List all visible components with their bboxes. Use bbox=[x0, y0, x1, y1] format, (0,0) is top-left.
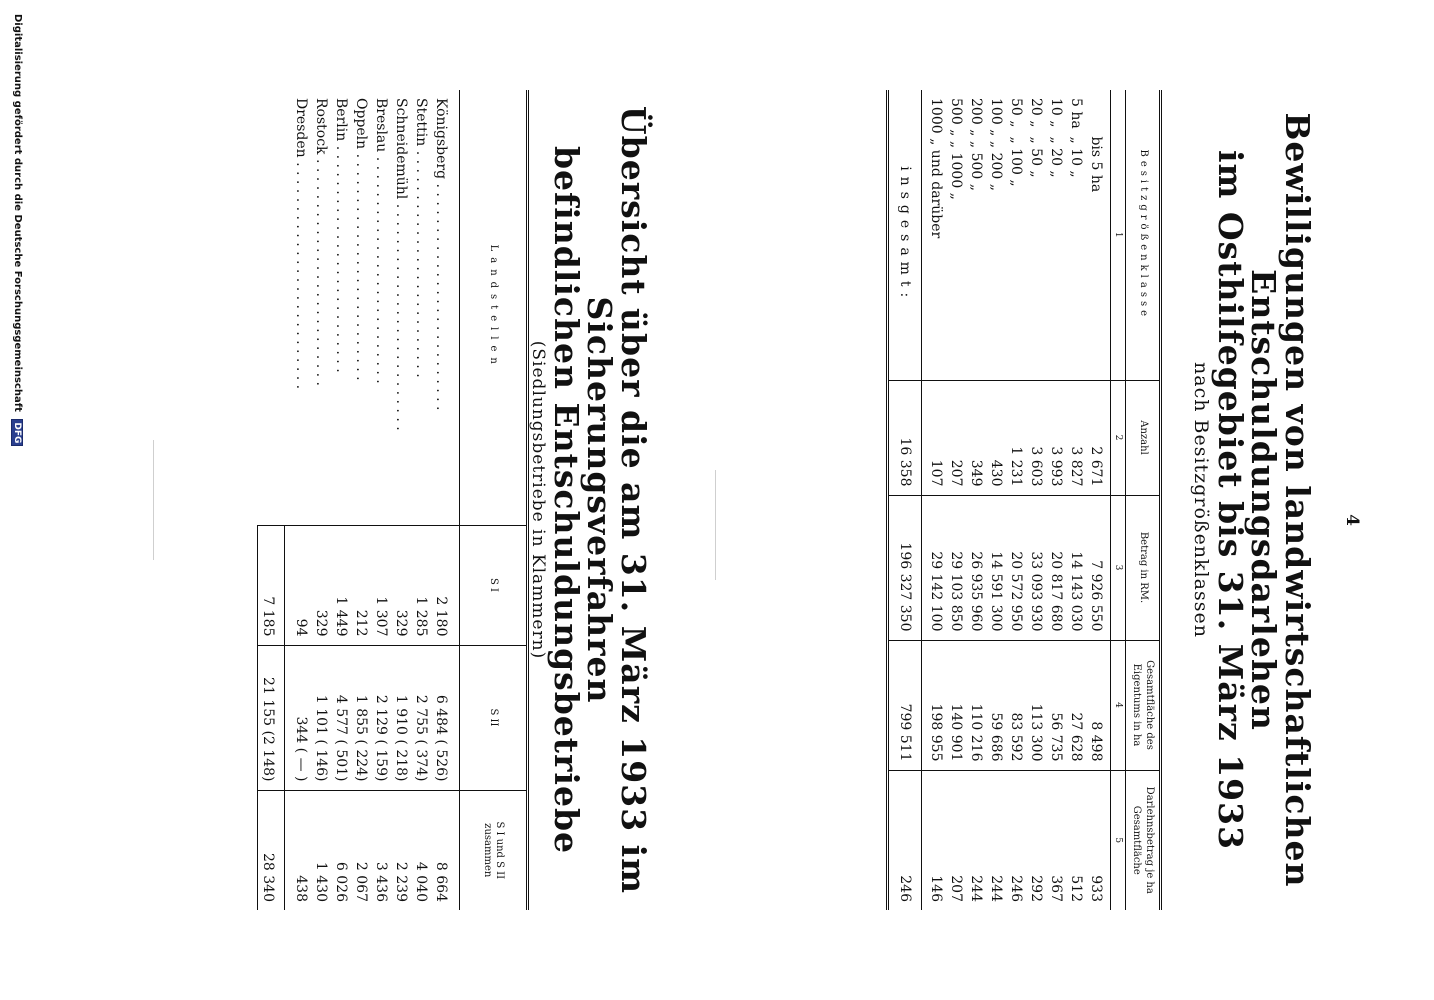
table1-row bbox=[922, 90, 947, 910]
s2-cell: 1 910 ( 218) bbox=[391, 645, 411, 790]
count-cell: 430 bbox=[986, 380, 1006, 495]
table2-title-line2: befindlichen Entschuldungsbetriebe bbox=[546, 145, 586, 855]
count-cell: 3 993 bbox=[1046, 380, 1066, 495]
size-class-cell bbox=[1006, 90, 1026, 380]
land-office-name: Breslau bbox=[373, 98, 389, 153]
size-from: 200 „ bbox=[968, 98, 984, 137]
land-office-cell bbox=[371, 90, 391, 525]
leader-dots: . . . . . . . . . . . . . . . . . . . . . . . . . . bbox=[413, 146, 429, 378]
sum-cell: 3 436 bbox=[371, 790, 391, 910]
column-number-row bbox=[1111, 90, 1126, 910]
area-cell: 59 686 bbox=[986, 640, 1006, 770]
table2-row bbox=[411, 90, 431, 910]
sum-cell: 438 bbox=[285, 790, 312, 910]
size-from: 20 „ bbox=[1028, 98, 1044, 128]
size-class-cell bbox=[922, 90, 947, 380]
leader-dots: . . . . . . . . . . . . . . . . . . . . . . . . . . bbox=[333, 141, 349, 373]
size-class-cell bbox=[1046, 90, 1066, 380]
count-cell: 3 603 bbox=[1026, 380, 1046, 495]
sum-cell: 4 040 bbox=[411, 790, 431, 910]
column-number: 5 bbox=[1111, 770, 1126, 910]
per-ha-cell: 246 bbox=[1006, 770, 1026, 910]
land-office-name: Oppeln bbox=[353, 98, 369, 150]
per-ha-cell: 244 bbox=[986, 770, 1006, 910]
size-from: 5 ha bbox=[1068, 98, 1084, 129]
table2-row bbox=[311, 90, 331, 910]
table1-row bbox=[1046, 90, 1066, 910]
table1-row bbox=[1086, 90, 1111, 910]
s1-cell: 212 bbox=[351, 525, 371, 645]
total-s1: 7 185 bbox=[258, 525, 285, 645]
count-cell: 107 bbox=[922, 380, 947, 495]
table1-body bbox=[922, 90, 1111, 910]
size-class-cell bbox=[986, 90, 1006, 380]
table2-title-line1: Übersicht über die am 31. März 1933 im Sicherungsverfahren bbox=[580, 105, 653, 895]
size-to: „ 50 „ bbox=[1028, 136, 1044, 178]
s1-cell: 329 bbox=[311, 525, 331, 645]
amount-cell: 29 103 850 bbox=[946, 495, 966, 640]
table2-row bbox=[351, 90, 371, 910]
table1-row bbox=[946, 90, 966, 910]
land-office-cell bbox=[411, 90, 431, 525]
amount-cell: 14 143 030 bbox=[1066, 495, 1086, 640]
leader-dots: . . . . . . . . . . . . . . . . . . . . . . . . . . bbox=[292, 157, 309, 390]
s1-cell: 329 bbox=[391, 525, 411, 645]
leader-dots: . . . . . . . . . . . . . . . . . . . . . . . . . . bbox=[393, 199, 409, 431]
per-ha-cell: 292 bbox=[1026, 770, 1046, 910]
header-s1-s2-total: S I und S II zusammen bbox=[460, 790, 528, 910]
size-from: 100 „ bbox=[988, 98, 1004, 137]
s1-cell: 1 307 bbox=[371, 525, 391, 645]
header-size-class: Besitzgrößenklasse bbox=[1126, 90, 1161, 380]
s1-cell: 94 bbox=[285, 525, 312, 645]
per-ha-cell: 367 bbox=[1046, 770, 1066, 910]
table2-total-row bbox=[258, 90, 285, 910]
total-blank-cell bbox=[258, 90, 285, 525]
header-amount: Betrag in RM. bbox=[1126, 495, 1161, 640]
s2-cell: 1 101 ( 146) bbox=[311, 645, 331, 790]
total-s2: 21 155 (2 148) bbox=[258, 645, 285, 790]
header-s1: S I bbox=[460, 525, 528, 645]
land-office-cell bbox=[311, 90, 331, 525]
table1-title bbox=[1190, 90, 1317, 910]
area-cell: 8 498 bbox=[1086, 640, 1111, 770]
land-office-name: Berlin bbox=[333, 98, 349, 142]
per-ha-cell: 512 bbox=[1066, 770, 1086, 910]
funding-footer bbox=[11, 14, 23, 446]
land-office-cell bbox=[351, 90, 371, 525]
header-s2: S II bbox=[460, 645, 528, 790]
table1-row bbox=[1026, 90, 1046, 910]
size-from: 500 „ bbox=[948, 98, 964, 137]
area-cell: 198 955 bbox=[922, 640, 947, 770]
table1-row bbox=[986, 90, 1006, 910]
leader-dots: . . . . . . . . . . . . . . . . . . . . . . . . . . bbox=[313, 154, 329, 386]
table1-title-line2: im Osthilfegebiet bis 31. März 1933 bbox=[1210, 149, 1250, 851]
land-office-cell bbox=[391, 90, 411, 525]
sum-cell: 8 664 bbox=[431, 790, 460, 910]
size-to: „ 1000 „ bbox=[948, 140, 964, 200]
land-office-cell bbox=[331, 90, 351, 525]
area-cell: 27 628 bbox=[1066, 640, 1086, 770]
total-label: insgesamt: bbox=[888, 90, 922, 380]
s2-cell: 2 129 ( 159) bbox=[371, 645, 391, 790]
area-cell: 110 216 bbox=[966, 640, 986, 770]
amount-cell: 14 591 300 bbox=[986, 495, 1006, 640]
per-ha-cell: 146 bbox=[922, 770, 947, 910]
dfg-logo: DFG bbox=[11, 419, 23, 446]
table2-row bbox=[371, 90, 391, 910]
amount-cell: 29 142 100 bbox=[922, 495, 947, 640]
size-class-cell bbox=[966, 90, 986, 380]
size-to: und darüber bbox=[928, 149, 944, 239]
table2-title bbox=[528, 90, 653, 910]
table1-title-line1: Bewilligungen von landwirtschaftlichen Entschuldungsdarlehen bbox=[1244, 112, 1317, 888]
size-to: bis 5 ha bbox=[1088, 136, 1104, 193]
land-office-cell bbox=[285, 90, 312, 525]
sum-cell: 1 430 bbox=[311, 790, 331, 910]
s2-cell: 6 484 ( 526) bbox=[431, 645, 460, 790]
land-office-name: Stettin bbox=[413, 98, 429, 147]
per-ha-cell: 244 bbox=[966, 770, 986, 910]
count-cell: 2 671 bbox=[1086, 380, 1111, 495]
total-count: 16 358 bbox=[888, 380, 922, 495]
total-sum: 28 340 bbox=[258, 790, 285, 910]
size-class-cell bbox=[1086, 90, 1111, 380]
table1-row bbox=[1006, 90, 1026, 910]
size-from: 1000 „ bbox=[928, 98, 944, 146]
scan-smudge bbox=[715, 470, 716, 580]
sum-cell: 2 239 bbox=[391, 790, 411, 910]
size-class-cell bbox=[946, 90, 966, 380]
size-from: 50 „ bbox=[1008, 98, 1024, 128]
count-cell: 207 bbox=[946, 380, 966, 495]
s2-cell: 1 855 ( 224) bbox=[351, 645, 371, 790]
amount-cell: 7 926 550 bbox=[1086, 495, 1111, 640]
size-to: „ 20 „ bbox=[1048, 136, 1064, 178]
area-cell: 140 901 bbox=[946, 640, 966, 770]
land-office-name: Dresden bbox=[292, 98, 309, 158]
table1-subtitle: nach Besitzgrößenklassen bbox=[1190, 362, 1213, 638]
header-land-office: Landstellen bbox=[460, 90, 528, 525]
column-number: 2 bbox=[1111, 380, 1126, 495]
sum-cell: 2 067 bbox=[351, 790, 371, 910]
s2-cell: 4 577 ( 501) bbox=[331, 645, 351, 790]
total-amount: 196 327 350 bbox=[888, 495, 922, 640]
table2-row bbox=[391, 90, 411, 910]
footer-text: Digitalisierung gefördert durch die Deutsche Forschungsgemeinschaft bbox=[12, 14, 23, 412]
s1-cell: 1 449 bbox=[331, 525, 351, 645]
leader-dots: . . . . . . . . . . . . . . . . . . . . . . . . . . bbox=[373, 152, 389, 384]
header-total-area: Gesamtfläche des Eigentums in ha bbox=[1126, 640, 1161, 770]
total-per-ha: 246 bbox=[888, 770, 922, 910]
page-number: 4 bbox=[1342, 514, 1362, 526]
table2-subtitle: (Siedlungsbetriebe in Klammern) bbox=[528, 340, 549, 660]
table1-row bbox=[1066, 90, 1086, 910]
amount-cell: 33 093 930 bbox=[1026, 495, 1046, 640]
amount-cell: 20 817 680 bbox=[1046, 495, 1066, 640]
area-cell: 113 300 bbox=[1026, 640, 1046, 770]
size-to: „ 100 „ bbox=[1008, 136, 1024, 187]
count-cell: 1 231 bbox=[1006, 380, 1026, 495]
per-ha-cell: 207 bbox=[946, 770, 966, 910]
land-office-cell bbox=[431, 90, 460, 525]
size-class-cell bbox=[1066, 90, 1086, 380]
size-to: „ 10 „ bbox=[1068, 136, 1084, 178]
loans-by-size-table bbox=[886, 90, 1162, 910]
table1-row bbox=[966, 90, 986, 910]
column-number: 4 bbox=[1111, 640, 1126, 770]
land-office-name: Schneidemühl bbox=[393, 98, 409, 200]
table2-body bbox=[285, 90, 460, 910]
count-cell: 349 bbox=[966, 380, 986, 495]
area-cell: 83 592 bbox=[1006, 640, 1026, 770]
table2-row bbox=[331, 90, 351, 910]
table1-total-row bbox=[888, 90, 922, 910]
amount-cell: 20 572 950 bbox=[1006, 495, 1026, 640]
s1-cell: 2 180 bbox=[431, 525, 460, 645]
total-area: 799 511 bbox=[888, 640, 922, 770]
area-cell: 56 735 bbox=[1046, 640, 1066, 770]
header-loan-per-ha: Darlehnsbetrag je ha Gesamtfläche bbox=[1126, 770, 1161, 910]
s2-cell: 2 755 ( 374) bbox=[411, 645, 431, 790]
protected-procedure-table bbox=[257, 90, 529, 910]
s1-cell: 1 285 bbox=[411, 525, 431, 645]
header-count: Anzahl bbox=[1126, 380, 1161, 495]
scan-smudge bbox=[153, 440, 154, 560]
land-office-name: Rostock bbox=[313, 98, 329, 155]
table2-row bbox=[285, 90, 312, 910]
leader-dots: . . . . . . . . . . . . . . . . . . . . . . . . . . bbox=[433, 179, 449, 411]
count-cell: 3 827 bbox=[1066, 380, 1086, 495]
table2-row bbox=[431, 90, 460, 910]
land-office-name: Königsberg bbox=[433, 98, 449, 180]
leader-dots: . . . . . . . . . . . . . . . . . . . . . . . . . . bbox=[353, 149, 369, 381]
sum-cell: 6 026 bbox=[331, 790, 351, 910]
size-to: „ 200 „ bbox=[988, 140, 1004, 192]
size-from: 10 „ bbox=[1048, 98, 1064, 128]
size-to: „ 500 „ bbox=[968, 140, 984, 192]
size-class-cell bbox=[1026, 90, 1046, 380]
amount-cell: 26 935 960 bbox=[966, 495, 986, 640]
column-number: 1 bbox=[1111, 90, 1126, 380]
s2-cell: 344 ( — ) bbox=[285, 645, 312, 790]
per-ha-cell: 933 bbox=[1086, 770, 1111, 910]
column-number: 3 bbox=[1111, 495, 1126, 640]
